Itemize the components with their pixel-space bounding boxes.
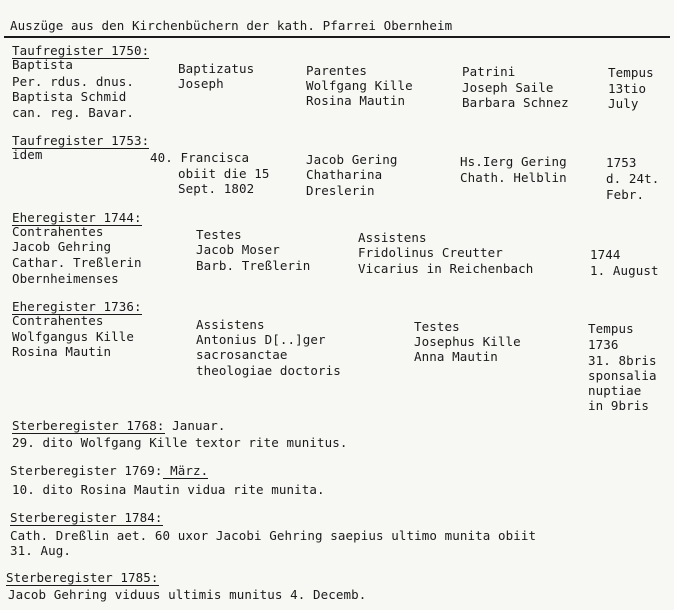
s2-col4-line1: Hs.Ierg Gering <box>460 154 567 169</box>
s2-col3-line2: Chatharina <box>306 167 383 182</box>
s3-col1-line1: Contrahentes <box>12 224 104 239</box>
s7-entry-line2: 31. Aug. <box>10 543 72 558</box>
s3-col4-line2: 1. August <box>590 263 659 278</box>
title-rule <box>4 36 670 38</box>
heading-taufregister-1753: Taufregister 1753: <box>12 133 150 148</box>
s4-col1-line3: Rosina Mautin <box>12 344 112 359</box>
s5-heading-line <box>12 419 226 433</box>
s3-col1-line3: Cathar. Treßlerin <box>12 255 142 270</box>
s2-col4-line2: Chath. Helblin <box>460 170 567 185</box>
s4-col4-line5: nuptiae <box>588 383 642 398</box>
s1-col1-line4: can. reg. Bavar. <box>12 105 135 120</box>
s3-col3-line3: Vicarius in Reichenbach <box>358 261 534 276</box>
document-title: Auszüge aus den Kirchenbüchern der kath. Pfarrei Obernheim <box>10 18 453 33</box>
s2-col5-line3: Febr. <box>606 187 645 202</box>
s5-month: Januar. <box>164 418 226 433</box>
s4-col1-line1: Contrahentes <box>12 313 104 328</box>
s3-col4-line1: 1744 <box>590 247 621 262</box>
heading-sterberegister-1784: Sterberegister 1784: <box>10 510 163 525</box>
s1-col1-line3: Baptista Schmid <box>12 89 127 104</box>
s2-col3-line3: Dreslerin <box>306 183 375 198</box>
s3-col2-line3: Barb. Treßlerin <box>196 258 311 273</box>
s1-col1-line2: Per. rdus. dnus. <box>12 74 135 89</box>
s4-col4-line3: 31. 8bris <box>588 353 657 368</box>
s4-col3-line1: Testes <box>414 319 460 334</box>
s2-col3-line1: Jacob Gering <box>306 152 398 167</box>
s1-col2-line2: Joseph <box>178 76 224 91</box>
heading-sterberegister-1785: Sterberegister 1785: <box>6 570 159 585</box>
heading-sterberegister-1768: Sterberegister 1768: <box>12 418 165 433</box>
s2-col2-line3: Sept. 1802 <box>178 181 255 196</box>
s1-col5-line2: 13tio <box>608 81 647 96</box>
s6-month: März. <box>162 463 209 478</box>
s5-entry: 29. dito Wolfgang Kille textor rite munitus. <box>12 435 348 450</box>
s1-col5-line3: July <box>608 96 639 111</box>
s6-heading-line <box>10 464 208 478</box>
s1-col4-line1: Patrini <box>462 64 516 79</box>
s4-col2-line2: Antonius D[..]ger <box>196 332 326 347</box>
s7-entry-line1: Cath. Dreßlin aet. 60 uxor Jacobi Gehring saepius ultimo munita obiit <box>10 528 537 543</box>
s1-col1-line1: Baptista <box>12 57 74 72</box>
heading-sterberegister-1769: Sterberegister 1769: <box>10 463 163 478</box>
s2-col5-line1: 1753 <box>606 155 637 170</box>
s2-col2-line2: obiit die 15 <box>178 166 270 181</box>
s1-col2-line1: Baptizatus <box>178 61 255 76</box>
s4-col4-line2: 1736 <box>588 337 619 352</box>
s3-col2-line1: Testes <box>196 227 242 242</box>
s2-col1-line1: idem <box>12 147 43 162</box>
heading-eheregister-1744: Eheregister 1744: <box>12 210 142 225</box>
s1-col3-line1: Parentes <box>306 63 368 78</box>
heading-eheregister-1736: Eheregister 1736: <box>12 299 142 314</box>
s2-col2-line1: 40. Francisca <box>150 150 250 165</box>
s1-col5-line1: Tempus <box>608 65 654 80</box>
s1-col3-line3: Rosina Mautin <box>306 93 406 108</box>
s3-col1-line2: Jacob Gehring <box>12 239 112 254</box>
s4-col2-line3: sacrosanctae <box>196 347 288 362</box>
s3-col3-line1: Assistens <box>358 230 427 245</box>
s1-col4-line2: Joseph Saile <box>462 80 554 95</box>
s4-col3-line3: Anna Mautin <box>414 349 498 364</box>
s4-col3-line2: Josephus Kille <box>414 334 521 349</box>
s3-col1-line4: Obernheimenses <box>12 271 119 286</box>
s4-col2-line4: theologiae doctoris <box>196 363 341 378</box>
s4-col1-line2: Wolfgangus Kille <box>12 329 135 344</box>
s3-col2-line2: Jacob Moser <box>196 242 280 257</box>
s2-col5-line2: d. 24t. <box>606 171 660 186</box>
s1-col3-line2: Wolfgang Kille <box>306 78 413 93</box>
s6-entry: 10. dito Rosina Mautin vidua rite munita. <box>12 482 325 497</box>
s8-entry: Jacob Gehring viduus ultimis munitus 4. Decemb. <box>8 587 367 602</box>
s4-col4-line6: in 9bris <box>588 398 650 413</box>
s1-col4-line3: Barbara Schnez <box>462 95 569 110</box>
s4-col4-line1: Tempus <box>588 321 634 336</box>
s4-col2-line1: Assistens <box>196 317 265 332</box>
heading-taufregister-1750: Taufregister 1750: <box>12 43 150 58</box>
s4-col4-line4: sponsalia <box>588 368 657 383</box>
s3-col3-line2: Fridolinus Creutter <box>358 245 503 260</box>
